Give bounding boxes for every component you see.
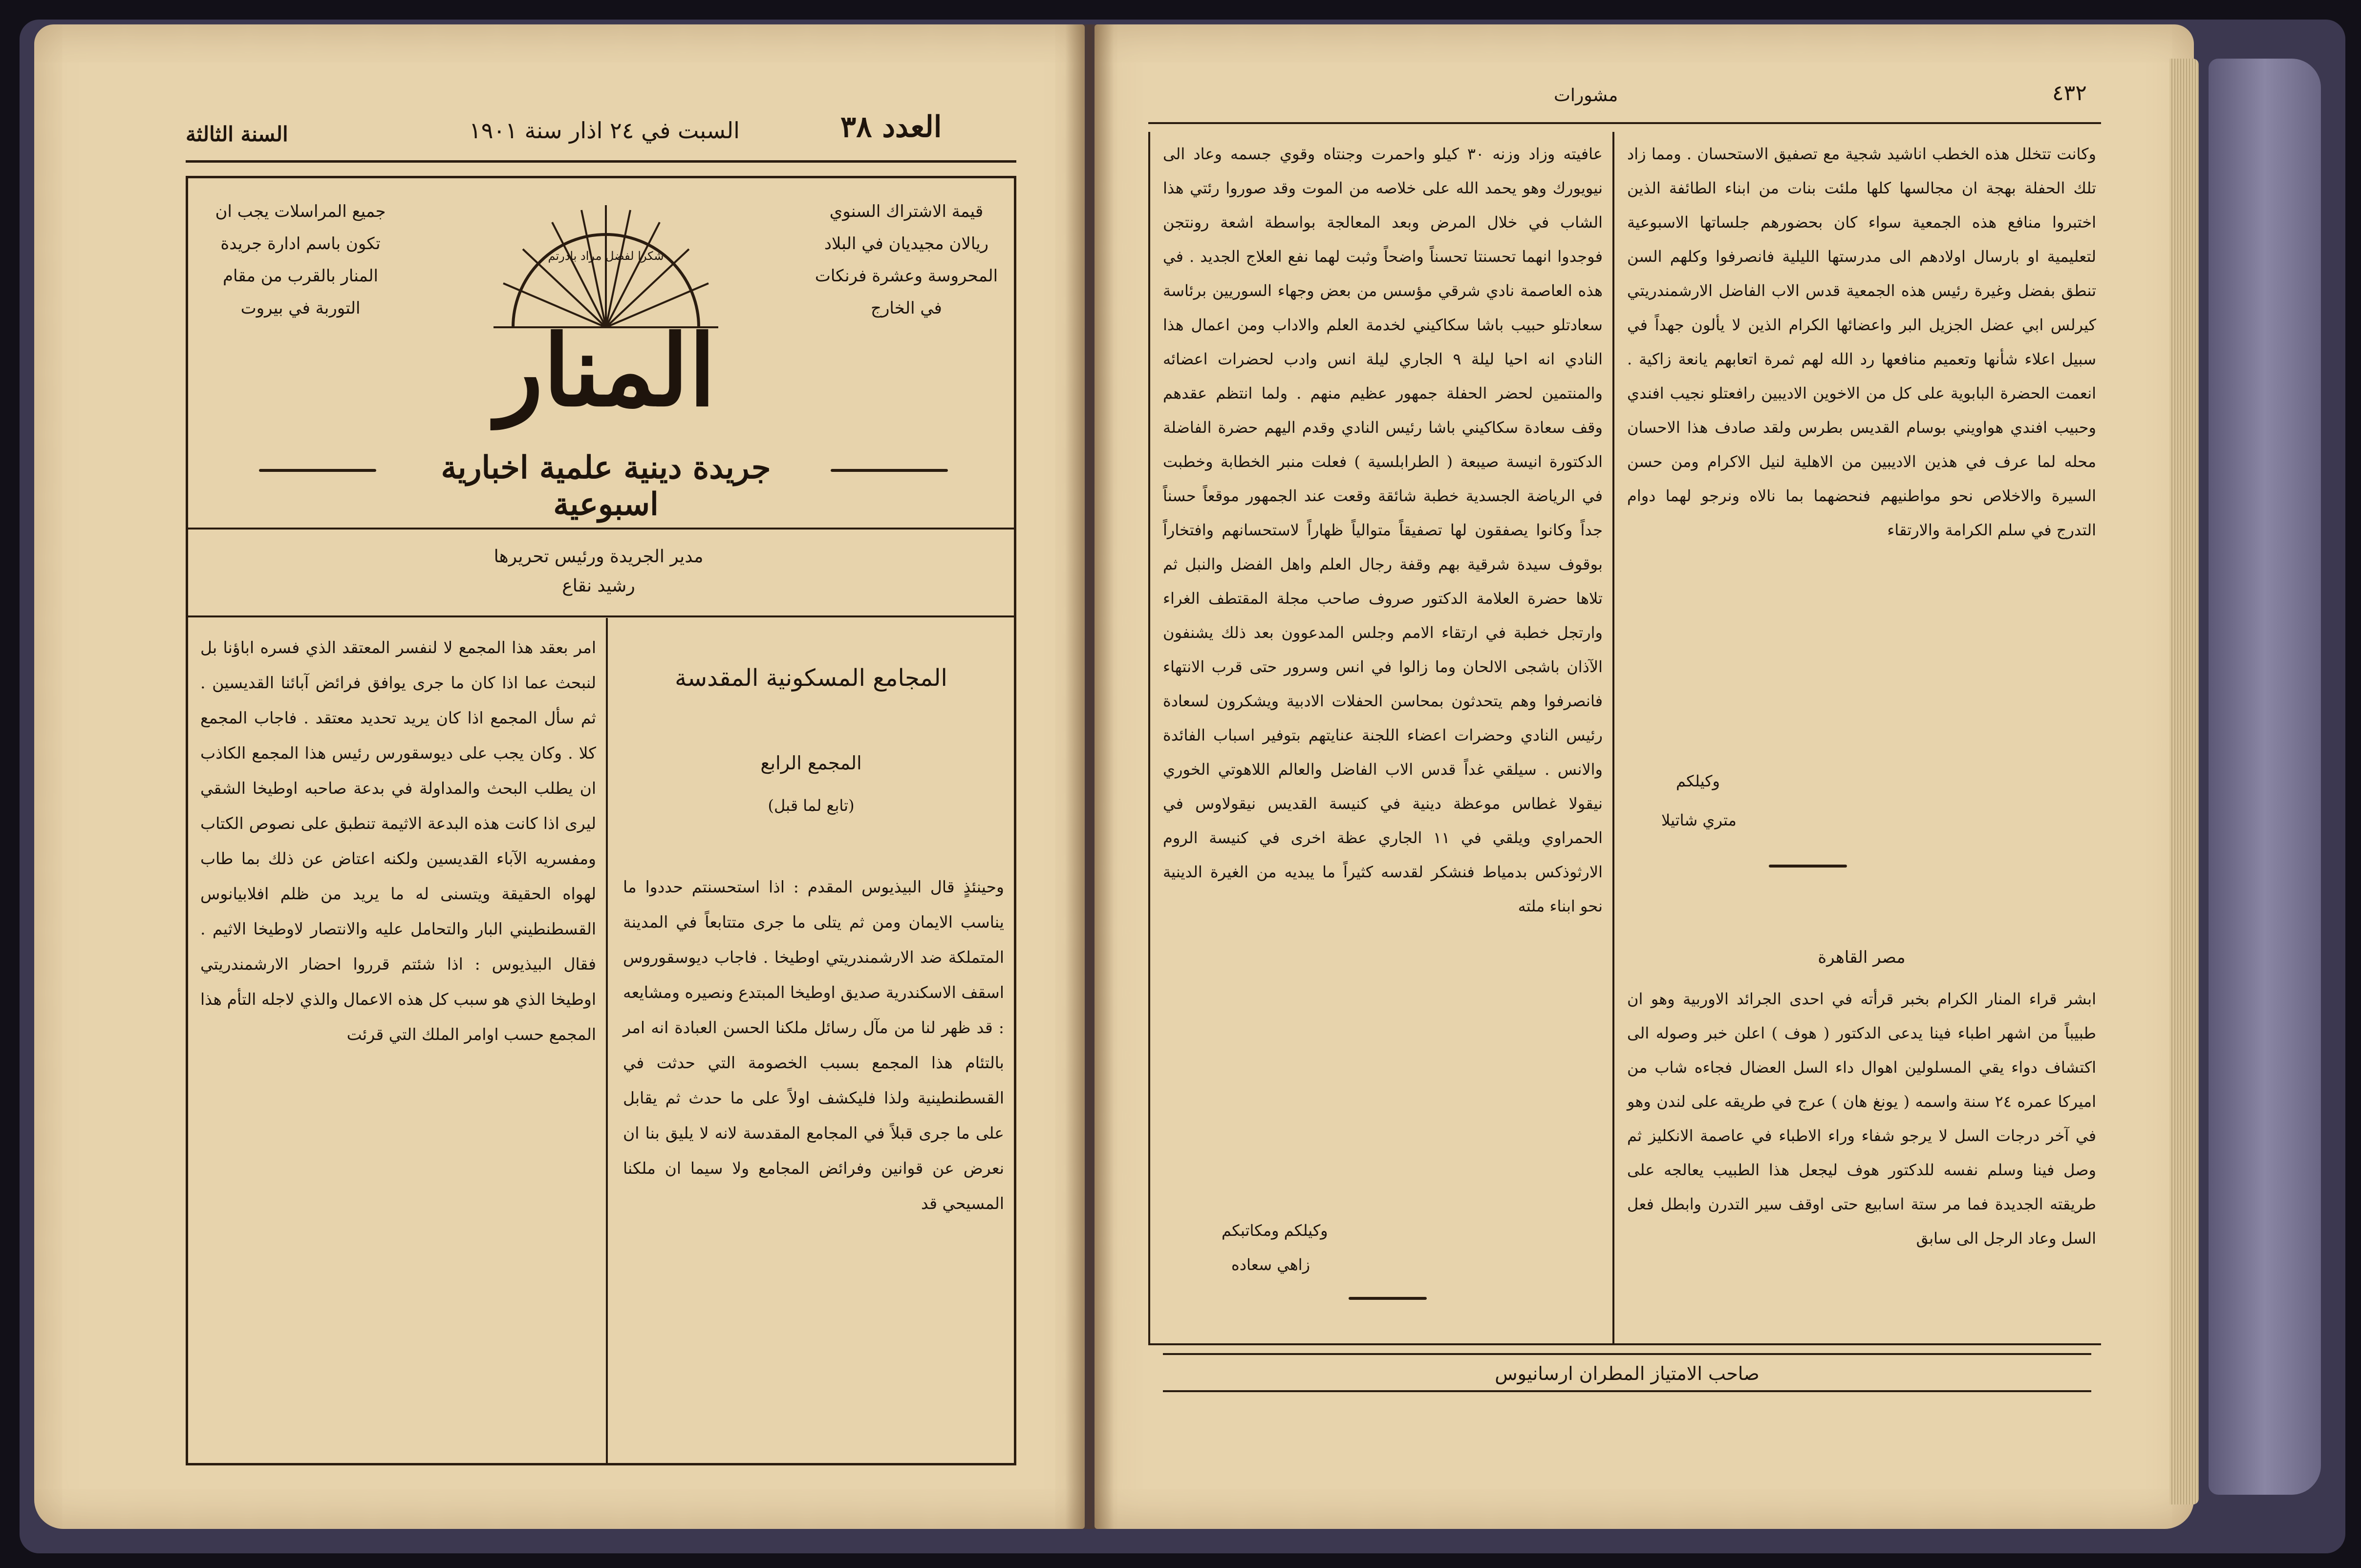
signature-name: زاهي سعاده — [1231, 1255, 1310, 1274]
masthead-subtitle: جريدة دينية علمية اخبارية اسبوعية — [441, 449, 771, 523]
ornament-divider — [259, 469, 376, 472]
running-header: مشورات — [1554, 85, 1618, 106]
article-subtitle: المجمع الرابع — [760, 752, 862, 774]
right-column-text: وكانت تتخلل هذه الخطب اناشيد شجية مع تصفيق الاستحسان . ومما زاد تلك الحفلة بهجة ان مجالسها كلها ملئت بنات من ابناء الطائفة الذين اختبروا منافع هذه الجمعية سواء كان بحضورهم جلساتها الاسبوعية لتعليمية او بارسال اولادهم الى مدرستها الليلية فانصرفوا وكلهم السن تنطق بفضل وغيرة رئيس هذه الجمعية قدس الاب الفاضل الارشمندريتي كيرلس ابي عضل الجزيل البر واعضائها الكرام الذين لا يألون جهداً في سبيل اعلاء شأنها وتعميم منافعها رد الله لهم ثمرة اتعابهم يانعة زاكية . انعمت الحضرة البابوية على كل من الاخوين الاديبين رافعتلو نجيب افندي وحبيب افندي هواويني بوسام القديس بطرس ولقد صادف هذا الاحسان محله لما عرف في هذين الاديبين من الاهلية لنيل الاكرام ومن حسن السيرة والاخلاص نحو مواطنيهم فنحضهما بما نالاه ونرجو لهما دوام التدرج في سلم الكرامة والارتقاء — [1627, 145, 2097, 539]
header-rule — [1148, 122, 2101, 124]
book-gutter — [1065, 24, 1114, 1529]
signature-role: وكيلكم ومكاتبكم — [1222, 1221, 1328, 1240]
editor-name: رشيد نقاع — [562, 576, 635, 596]
article-column-right: وحينئذٍ قال البيذيوس المقدم : اذا استحسنتم حددوا ما يناسب الايمان ومن ثم يتلى ما جرى متتابعاً في المدينة المتملكة ضد الارشمندريتي اوطيخا . فاجاب ديوسقوروس اسقف الاسكندرية صديق اوطيخا المبتدع ونصيره ومشايعه : قد ظهر لنا من مآل رسائل ملكنا الحسن العبادة انه امر بالتئام هذا المجمع بسبب الخصومة التي حدثت في القسطنطينية ولذا فليكشف اولاً على ما حدث ثم يقابل على ما جرى قبلاً في المجامع المقدسة لانه لا يليق بنا ان نعرض عن قوانين وفرائض المجامع ولا سيما ان ملكنا المسيحي قد — [623, 877, 1004, 1213]
signature-role: وكيلكم — [1676, 772, 1720, 790]
editor-title: مدير الجريدة ورئيس تحريرها — [494, 547, 704, 567]
cover-edge — [2209, 59, 2321, 1495]
page-edges — [2169, 59, 2199, 1504]
article-title: المجامع المسكونية المقدسة — [675, 664, 947, 692]
column-rule — [1612, 132, 1614, 1343]
ornament-divider — [831, 469, 948, 472]
issue-year: السنة الثالثة — [186, 122, 288, 146]
ornament-divider — [1769, 865, 1847, 868]
masthead-rule — [186, 528, 1016, 530]
right-column-text-2: ابشر قراء المنار الكرام بخبر قرأته في احدى الجرائد الاوربية وهو ان طبيباً من اشهر اطباء فينا يدعى الدكتور ( هوف ) اعلن خبر وصوله الى اكتشاف دواء يقي المسلولين اهوال داء السل العضال فجاءه شاب من اميركا عمره ٢٤ سنة واسمه ( يونغ هان ) عرج في طريقه على لندن وهو في آخر درجات السل لا يرجو شفاء وراء الاطباء في عاصمة الانكليز ثم وصل فينا وسلم نفسه للدكتور هوف ليجعل هذا الطبيب يعالجه على طريقته الجديدة فما مر ستة اسابيع حتى اوقف سير التدرن وابطل فعل السل وعاد الرجل الى سابق — [1627, 990, 2096, 1248]
masthead-motto: شكرا لفضل مراد بادرتم — [548, 249, 664, 263]
header-rule — [186, 160, 1016, 163]
correspondence-box: جميع المراسلات يجب ان تكون باسم ادارة جريدة المنار بالقرب من مقام التوربة في بيروت — [215, 202, 386, 318]
column-rule — [606, 618, 608, 1463]
masthead-logo — [410, 186, 801, 523]
masthead-rule — [186, 615, 1016, 617]
subscription-box: قيمة الاشتراك السنوي ريالان مجيديان في البلاد المحروسة وعشرة فرنكات في الخارج — [815, 202, 998, 318]
page-number: ٤٣٢ — [2052, 81, 2087, 106]
left-column-text: عافيته وزاد وزنه ٣٠ كيلو واحمرت وجنتاه وقوي جسمه وعاد الى نيويورك وهو يحمد الله على خلاصه من الموت وقد صوروا رئتي هذا الشاب في خلال المرض وبعد المعالجة بواسطة اشعة رونتجن فوجدوا انهما تحسنتا تحسناً واضحاً وثبت لهما نفع العلاج الجديد . في هذه العاصمة نادي شرقي مؤسس من بعض وجهاء السوريين برئاسة سعادتلو حبيب باشا سكاكيني لخدمة العلم والاداب ومن اعمال هذا النادي انه احيا ليلة ٩ الجاري ليلة انس وادب لحضرات اعضائه والمنتمين لحضر الحفلة جمهور عظيم منهم . ولما انتظم عقدهم وقف سعادة سكاكيني باشا رئيس النادي وقدم اليهم حضرة الفاضلة الدكتورة انيسة صيبعة ( الطرابلسية ) فعلت منبر الخطابة وخطبت في الرياضة الجسدية خطبة شائقة وقعت عند الجمهور موقعاً حسناً جداً وكانوا يصفقون لها تصفيقاً متوالياً ظهاراً لاستحسانهم وافتخاراً بوقوف سيدة شرقية بهم وقفة رجال العلم واهل الفضل والنبل ثم تلاها حضرة العلامة الدكتور صروف صاحب مجلة المقتطف الغراء وارتجل خطبة في ارتقاء الامم وجلس المدعوون بعد ذلك يشنفون الآذان باشجى الالحان وما زالوا في انس وسرور حتى قرب الانتهاء فانصرفوا وهم يتحدثون بمحاسن الحفلات الادبية ويشكرون لسعادة رئيس النادي وحضرات اعضاء اللجنة عنايتهم بتوفير اسباب الفائدة والانس . سيلقي غداً قدس الاب الفاضل والعالم اللاهوتي الخوري نيقولا غطاس موعظة دينية في كنيسة القديس نيقولاوس في الحمراوي ويلقي في ١١ الجاري عظة اخرى في كنيسة الروم الارثوذكس بدمياط فنشكر لقدسه كثيراً ما يبديه من الغيرة الدينية نحو ابناء ملته — [1163, 145, 1603, 915]
issue-date: السبت في ٢٤ اذار سنة ١٩٠١ — [469, 117, 740, 144]
masthead-title: المنار — [496, 314, 716, 428]
column-rule — [1148, 132, 1150, 1343]
editor-line — [293, 542, 904, 601]
article-continued: (تابع لما قبل) — [768, 796, 855, 815]
section-title: مصر القاهرة — [1818, 948, 1906, 967]
issue-number: العدد ٣٨ — [840, 110, 942, 144]
bottom-rule — [1148, 1343, 2101, 1345]
signature-name: متري شاتيلا — [1661, 811, 1737, 829]
article-column-left: امر بعقد هذا المجمع لا لنفسر المعتقد الذي فسره اباؤنا بل لنبحث عما اذا كان ما جرى يوافق فرائض آبائنا القديسين . ثم سأل المجمع اذا كان يريد تحديد معتقد . فاجاب المجمع كلا . وكان يجب على ديوسقورس رئيس هذا المجمع الكاذب ان يطلب البحث والمداولة في بدعة صاحبه اوطيخا الشقي ليرى اذا كانت هذه البدعة الاثيمة تنطبق على نصوص الكتاب ومفسريه الآباء القديسين ولكنه اعتاض عن ذلك بما طاب لهواه الحقيقة ويتسنى له ما يريد من ظلم افلابيانوس القسطنطيني البار والتحامل عليه والانتصار لاوطيخا الاثيم . فقال البيذيوس : اذا شئتم قرروا احضار الارشمندريتي اوطيخا الذي هو سبب كل هذه الاعمال والذي لاجله التأم هذا المجمع حسب اوامر الملك التي قرئت — [200, 638, 596, 1044]
publisher-footer: صاحب الامتياز المطران ارسانيوس — [1495, 1363, 1760, 1384]
ornament-divider — [1349, 1297, 1427, 1300]
